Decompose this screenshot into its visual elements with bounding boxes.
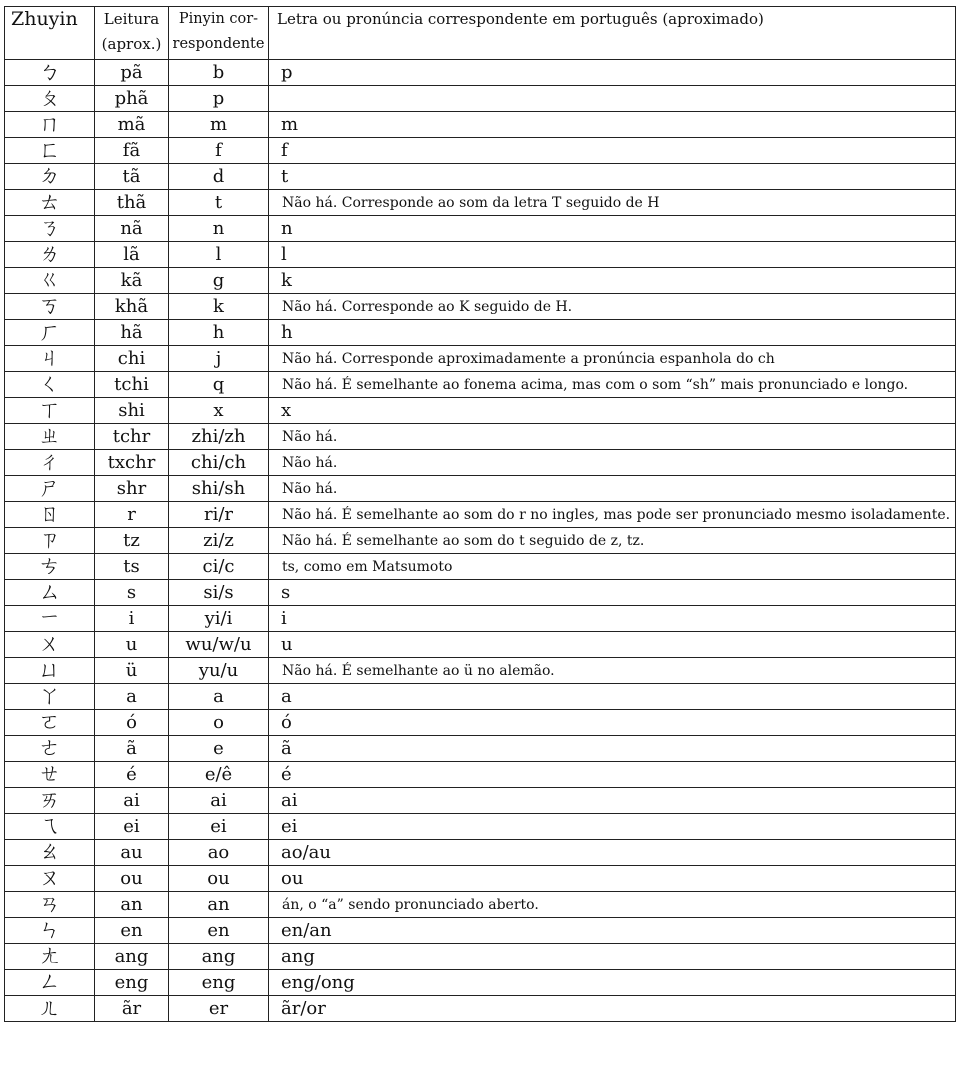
header-portuguese xyxy=(269,7,956,60)
pinyin-cell: p xyxy=(169,86,269,112)
table-row xyxy=(5,86,956,112)
pinyin-cell: e xyxy=(169,736,269,762)
portuguese-cell: a xyxy=(269,684,956,710)
table-row xyxy=(5,606,956,632)
zhuyin-cell: ㄌ xyxy=(5,242,95,268)
zhuyin-cell: ㄈ xyxy=(5,138,95,164)
table-row xyxy=(5,918,956,944)
table-header xyxy=(5,7,956,60)
zhuyin-cell: ㄉ xyxy=(5,164,95,190)
zhuyin-cell: ㄘ xyxy=(5,554,95,580)
table-row xyxy=(5,970,956,996)
pinyin-cell: t xyxy=(169,190,269,216)
portuguese-cell: Não há. É semelhante ao som do r no ingles, mas pode ser pronunciado mesmo isoladamente. xyxy=(269,502,956,528)
portuguese-cell: Não há. É semelhante ao som do t seguido de z, tz. xyxy=(269,528,956,554)
pinyin-cell: eng xyxy=(169,970,269,996)
reading-cell: au xyxy=(95,840,169,866)
table-row xyxy=(5,632,956,658)
reading-cell: tz xyxy=(95,528,169,554)
portuguese-cell: eng/ong xyxy=(269,970,956,996)
table-row xyxy=(5,814,956,840)
reading-cell: pã xyxy=(95,60,169,86)
pinyin-cell: ei xyxy=(169,814,269,840)
header-reading xyxy=(95,7,169,60)
table-row xyxy=(5,164,956,190)
pinyin-cell: ai xyxy=(169,788,269,814)
pinyin-cell: d xyxy=(169,164,269,190)
table-row xyxy=(5,268,956,294)
table-row xyxy=(5,762,956,788)
zhuyin-cell: ㄏ xyxy=(5,320,95,346)
zhuyin-cell: ㄞ xyxy=(5,788,95,814)
reading-cell: i xyxy=(95,606,169,632)
portuguese-cell: en/an xyxy=(269,918,956,944)
zhuyin-cell: ㄡ xyxy=(5,866,95,892)
portuguese-cell: Não há. Corresponde ao K seguido de H. xyxy=(269,294,956,320)
table-row xyxy=(5,112,956,138)
header-pinyin xyxy=(169,7,269,60)
table-row xyxy=(5,190,956,216)
pinyin-cell: ou xyxy=(169,866,269,892)
portuguese-cell: Não há. É semelhante ao fonema acima, mas com o som “sh” mais pronunciado e longo. xyxy=(269,372,956,398)
portuguese-cell: ã xyxy=(269,736,956,762)
zhuyin-cell: ㄙ xyxy=(5,580,95,606)
table-row xyxy=(5,710,956,736)
pinyin-cell: a xyxy=(169,684,269,710)
portuguese-cell: ou xyxy=(269,866,956,892)
pinyin-cell: m xyxy=(169,112,269,138)
pinyin-cell: yi/i xyxy=(169,606,269,632)
zhuyin-cell: ㄢ xyxy=(5,892,95,918)
reading-cell: mã xyxy=(95,112,169,138)
reading-cell: fã xyxy=(95,138,169,164)
pinyin-cell: si/s xyxy=(169,580,269,606)
portuguese-cell: Não há. Corresponde aproximadamente a pronúncia espanhola do ch xyxy=(269,346,956,372)
zhuyin-cell: ㄒ xyxy=(5,398,95,424)
table-row xyxy=(5,138,956,164)
zhuyin-cell: ㄅ xyxy=(5,60,95,86)
header-reading-line1: Leitura xyxy=(103,10,160,28)
pinyin-cell: x xyxy=(169,398,269,424)
reading-cell: an xyxy=(95,892,169,918)
table-body xyxy=(5,60,956,1022)
table-row xyxy=(5,892,956,918)
portuguese-cell: ang xyxy=(269,944,956,970)
portuguese-cell: n xyxy=(269,216,956,242)
zhuyin-cell: ㄧ xyxy=(5,606,95,632)
reading-cell: é xyxy=(95,762,169,788)
reading-cell: lã xyxy=(95,242,169,268)
zhuyin-cell: ㄇ xyxy=(5,112,95,138)
pinyin-cell: l xyxy=(169,242,269,268)
pinyin-cell: ci/c xyxy=(169,554,269,580)
reading-cell: tchi xyxy=(95,372,169,398)
reading-cell: ei xyxy=(95,814,169,840)
table-row xyxy=(5,450,956,476)
pinyin-cell: k xyxy=(169,294,269,320)
reading-cell: chi xyxy=(95,346,169,372)
pinyin-cell: ang xyxy=(169,944,269,970)
zhuyin-cell: ㄝ xyxy=(5,762,95,788)
table-row xyxy=(5,996,956,1022)
table-row xyxy=(5,398,956,424)
pinyin-cell: h xyxy=(169,320,269,346)
zhuyin-cell: ㄗ xyxy=(5,528,95,554)
zhuyin-cell: ㄣ xyxy=(5,918,95,944)
pinyin-cell: zi/z xyxy=(169,528,269,554)
pinyin-cell: er xyxy=(169,996,269,1022)
pinyin-cell: en xyxy=(169,918,269,944)
pinyin-cell: g xyxy=(169,268,269,294)
portuguese-cell: ei xyxy=(269,814,956,840)
portuguese-cell: án, o “a” sendo pronunciado aberto. xyxy=(269,892,956,918)
reading-cell: ãr xyxy=(95,996,169,1022)
reading-cell: ou xyxy=(95,866,169,892)
zhuyin-cell: ㄛ xyxy=(5,710,95,736)
pinyin-cell: e/ê xyxy=(169,762,269,788)
reading-cell: en xyxy=(95,918,169,944)
table-row xyxy=(5,554,956,580)
table-row xyxy=(5,658,956,684)
pinyin-cell: ri/r xyxy=(169,502,269,528)
header-zhuyin-label: Zhuyin xyxy=(11,8,78,30)
zhuyin-cell: ㄆ xyxy=(5,86,95,112)
zhuyin-cell: ㄤ xyxy=(5,944,95,970)
portuguese-cell: m xyxy=(269,112,956,138)
portuguese-cell: p xyxy=(269,60,956,86)
portuguese-cell: x xyxy=(269,398,956,424)
table-row xyxy=(5,346,956,372)
pinyin-cell: chi/ch xyxy=(169,450,269,476)
portuguese-cell: t xyxy=(269,164,956,190)
portuguese-cell: l xyxy=(269,242,956,268)
reading-cell: ts xyxy=(95,554,169,580)
table-row xyxy=(5,216,956,242)
header-row xyxy=(5,7,956,60)
zhuyin-cell: ㄜ xyxy=(5,736,95,762)
zhuyin-cell: ㄖ xyxy=(5,502,95,528)
table-row xyxy=(5,502,956,528)
table-row xyxy=(5,866,956,892)
pinyin-cell: shi/sh xyxy=(169,476,269,502)
portuguese-cell: Não há. xyxy=(269,450,956,476)
table-row xyxy=(5,528,956,554)
table-row xyxy=(5,294,956,320)
zhuyin-cell: ㄊ xyxy=(5,190,95,216)
zhuyin-cell: ㄎ xyxy=(5,294,95,320)
reading-cell: tã xyxy=(95,164,169,190)
header-pinyin-line2: respondente xyxy=(172,36,265,52)
reading-cell: a xyxy=(95,684,169,710)
portuguese-cell: Não há. É semelhante ao ü no alemão. xyxy=(269,658,956,684)
header-zhuyin xyxy=(5,7,95,60)
pinyin-cell: o xyxy=(169,710,269,736)
zhuyin-cell: ㄚ xyxy=(5,684,95,710)
zhuyin-cell: ㄟ xyxy=(5,814,95,840)
pinyin-cell: an xyxy=(169,892,269,918)
zhuyin-cell: ㄔ xyxy=(5,450,95,476)
zhuyin-cell: ㄓ xyxy=(5,424,95,450)
zhuyin-cell: ㄕ xyxy=(5,476,95,502)
table-row xyxy=(5,788,956,814)
zhuyin-cell: ㄋ xyxy=(5,216,95,242)
reading-cell: txchr xyxy=(95,450,169,476)
table-row xyxy=(5,580,956,606)
reading-cell: kã xyxy=(95,268,169,294)
table-row xyxy=(5,840,956,866)
reading-cell: ü xyxy=(95,658,169,684)
portuguese-cell: ao/au xyxy=(269,840,956,866)
portuguese-cell: h xyxy=(269,320,956,346)
reading-cell: nã xyxy=(95,216,169,242)
portuguese-cell: ó xyxy=(269,710,956,736)
reading-cell: phã xyxy=(95,86,169,112)
reading-cell: shi xyxy=(95,398,169,424)
table-row xyxy=(5,736,956,762)
portuguese-cell: ãr/or xyxy=(269,996,956,1022)
table-row xyxy=(5,320,956,346)
portuguese-cell: ai xyxy=(269,788,956,814)
zhuyin-table xyxy=(4,6,956,1022)
table-row xyxy=(5,372,956,398)
portuguese-cell: i xyxy=(269,606,956,632)
table-row xyxy=(5,476,956,502)
portuguese-cell: f xyxy=(269,138,956,164)
pinyin-cell: n xyxy=(169,216,269,242)
portuguese-cell: Não há. xyxy=(269,476,956,502)
zhuyin-cell: ㄩ xyxy=(5,658,95,684)
reading-cell: eng xyxy=(95,970,169,996)
pinyin-cell: ao xyxy=(169,840,269,866)
header-reading-line2: (aprox.) xyxy=(101,35,162,53)
pinyin-cell: j xyxy=(169,346,269,372)
portuguese-cell: Não há. xyxy=(269,424,956,450)
zhuyin-cell: ㄑ xyxy=(5,372,95,398)
reading-cell: khã xyxy=(95,294,169,320)
reading-cell: s xyxy=(95,580,169,606)
reading-cell: hã xyxy=(95,320,169,346)
portuguese-cell: s xyxy=(269,580,956,606)
zhuyin-cell: ㄦ xyxy=(5,996,95,1022)
reading-cell: ó xyxy=(95,710,169,736)
reading-cell: thã xyxy=(95,190,169,216)
reading-cell: tchr xyxy=(95,424,169,450)
portuguese-cell: ts, como em Matsumoto xyxy=(269,554,956,580)
table-row xyxy=(5,60,956,86)
pinyin-cell: zhi/zh xyxy=(169,424,269,450)
reading-cell: ã xyxy=(95,736,169,762)
reading-cell: ai xyxy=(95,788,169,814)
pinyin-cell: wu/w/u xyxy=(169,632,269,658)
zhuyin-cell: ㄥ xyxy=(5,970,95,996)
reading-cell: r xyxy=(95,502,169,528)
pinyin-cell: f xyxy=(169,138,269,164)
zhuyin-cell: ㄨ xyxy=(5,632,95,658)
zhuyin-cell: ㄠ xyxy=(5,840,95,866)
table-row xyxy=(5,242,956,268)
portuguese-cell: u xyxy=(269,632,956,658)
pinyin-cell: yu/u xyxy=(169,658,269,684)
header-portuguese-label: Letra ou pronúncia correspondente em português (aproximado) xyxy=(277,10,764,28)
portuguese-cell: Não há. Corresponde ao som da letra T seguido de H xyxy=(269,190,956,216)
header-pinyin-line1: Pinyin cor- xyxy=(178,11,259,27)
portuguese-cell: é xyxy=(269,762,956,788)
portuguese-cell xyxy=(269,86,956,112)
pinyin-cell: q xyxy=(169,372,269,398)
reading-cell: u xyxy=(95,632,169,658)
zhuyin-cell: ㄍ xyxy=(5,268,95,294)
reading-cell: ang xyxy=(95,944,169,970)
portuguese-cell: k xyxy=(269,268,956,294)
table-row xyxy=(5,424,956,450)
table-row xyxy=(5,944,956,970)
table-row xyxy=(5,684,956,710)
pinyin-cell: b xyxy=(169,60,269,86)
zhuyin-cell: ㄐ xyxy=(5,346,95,372)
reading-cell: shr xyxy=(95,476,169,502)
